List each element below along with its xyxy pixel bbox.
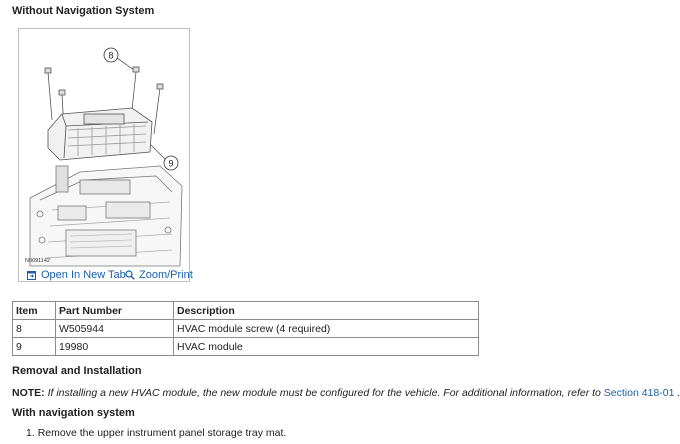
- screw-right-1: [132, 67, 139, 110]
- section-418-01-link[interactable]: Section 418-01: [603, 387, 675, 399]
- with-navigation-heading: With navigation system: [12, 407, 135, 419]
- magnifier-icon: [125, 270, 135, 280]
- cell-item: 8: [13, 320, 56, 338]
- table-header-row: [13, 302, 479, 320]
- callout-8: [104, 48, 118, 62]
- step-item: [26, 427, 286, 439]
- cell-part-number: 19980: [56, 338, 174, 356]
- note-paragraph: [12, 387, 680, 399]
- step-number: 1.: [26, 427, 35, 439]
- cell-part-number: W505944: [56, 320, 174, 338]
- open-in-new-tab-link[interactable]: [27, 269, 126, 281]
- cell-description: HVAC module screw (4 required): [174, 320, 479, 338]
- cell-description: HVAC module: [174, 338, 479, 356]
- callout-9-label: 9: [168, 158, 174, 169]
- zoom-print-link[interactable]: [125, 269, 193, 281]
- table-row: [13, 320, 479, 338]
- hvac-module-shape: [48, 108, 152, 160]
- note-trail: .: [674, 387, 680, 399]
- open-in-new-tab-label: Open In New Tab: [41, 269, 126, 281]
- parts-table: [12, 301, 479, 356]
- open-new-tab-icon: [27, 270, 37, 280]
- hvac-module-figure: [18, 28, 193, 282]
- column-header-item: Item: [13, 302, 56, 320]
- note-text: If installing a new HVAC module, the new module must be configured for the vehicle. For additional information, refer to: [44, 387, 604, 399]
- hvac-module-illustration: [20, 30, 190, 266]
- column-header-part-number: Part Number: [56, 302, 174, 320]
- callout-9: [164, 156, 178, 170]
- step-text: Remove the upper instrument panel storage tray mat.: [37, 427, 287, 439]
- cell-item: 9: [13, 338, 56, 356]
- callout-8-label: 8: [108, 50, 114, 61]
- screw-right-2: [154, 84, 163, 134]
- section-heading-without-navigation: Without Navigation System: [12, 5, 155, 17]
- removal-installation-heading: Removal and Installation: [12, 365, 142, 377]
- screw-left-1: [45, 68, 52, 120]
- console-frame-shape: [30, 166, 182, 266]
- table-row: [13, 338, 479, 356]
- zoom-print-label: Zoom/Print: [139, 269, 193, 281]
- callout-8-leader: [117, 58, 134, 70]
- note-lead: NOTE:: [12, 387, 45, 399]
- column-header-description: Description: [174, 302, 479, 320]
- figure-id: N0091142: [25, 258, 50, 264]
